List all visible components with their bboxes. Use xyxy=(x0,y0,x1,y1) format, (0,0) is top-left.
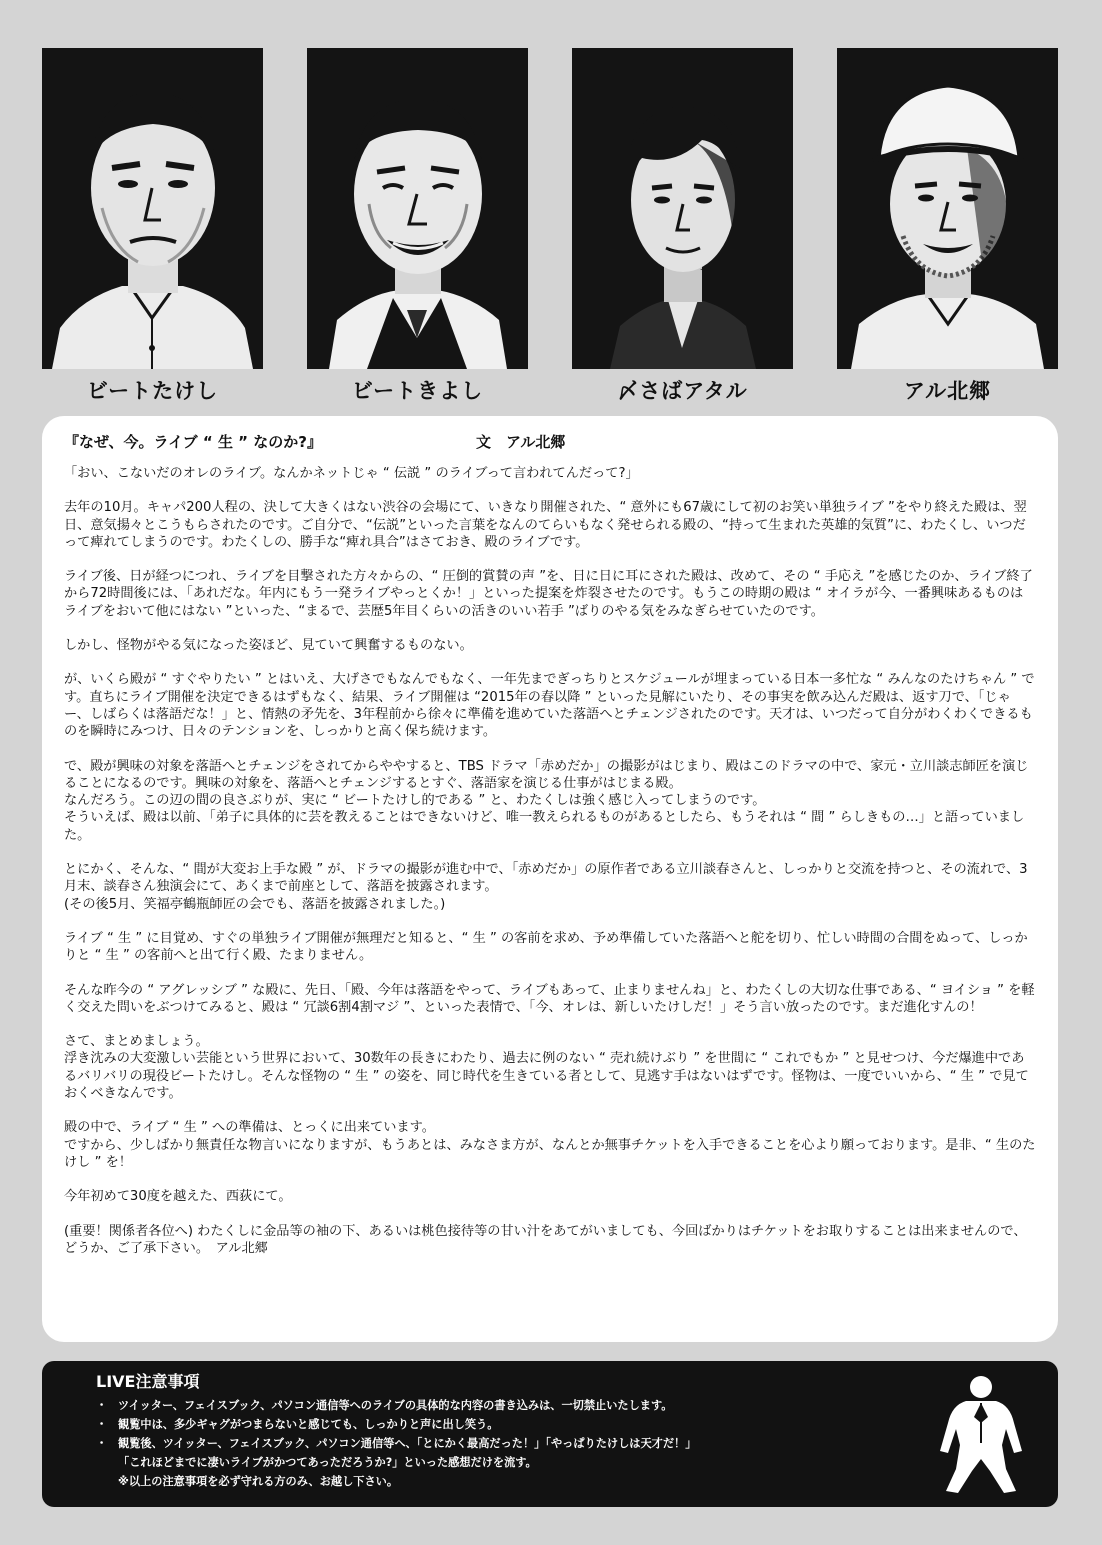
portrait-woodcut-icon xyxy=(572,48,793,369)
notice-item-text: 観覧後、ツイッター、フェイスブック、パソコン通信等へ、「とにかく最高だった！」「やっぱりたけしは天才だ！」 xyxy=(118,1437,697,1450)
portrait-name: ビートきよし xyxy=(351,379,484,403)
portrait-name: 〆さばアタル xyxy=(617,379,748,403)
article-paragraph: 去年の10月。キャパ200人程の、決して大きくはない渋谷の会場にて、いきなり開催された、“ 意外にも67歳にして初のお笑い単独ライブ ”をやり終えた殿は、翌日、意気揚々とこうもらされたのです。ご自分で、“伝説”といった言葉をなんのてらいもなく発せられる殿の、“持って生まれた英雄的気質”に、わたくし、いつだって痺れてしまうのです。わたくしの、勝手な“痺れ具合”はさておき、殿のライブです。 xyxy=(64,500,1027,550)
notice-item xyxy=(96,1396,1058,1415)
notice-item-text: 観覧中は、多少ギャグがつまらないと感じても、しっかりと声に出し笑う。 xyxy=(118,1418,499,1431)
bullet-icon: ・ xyxy=(96,1399,108,1412)
bullet-icon: ・ xyxy=(96,1418,108,1431)
notice-item xyxy=(96,1434,1058,1453)
article-paragraph: で、殿が興味の対象を落語へとチェンジをされてからややすると、TBS ドラマ「赤めだか」の撮影がはじまり、殿はこのドラマの中で、家元・立川談志師匠を演じることになるのです。興味の対象を、落語へとチェンジするとすぐ、落語家を演じる仕事がはじまる殿。 なんだろう。この辺の間の良さぶりが、実に “ ビートたけし的である ” と、わたくしは強く感じ入ってしまうのです。 そういえば、殿は以前、「弟子に具体的に芸を教えることはできないけど、唯一教えられるものがあるとしたら、もうそれは “ 間 ” らしきもの…」と語っていました。 xyxy=(64,758,1029,843)
notice-footnote: ※以上の注意事項を必ず守れる方のみ、お越し下さい。 xyxy=(118,1475,399,1488)
article-paragraph: 今年初めて30度を越えた、西荻にて。 xyxy=(64,1189,292,1205)
portrait-name: アル北郷 xyxy=(903,379,992,403)
article-title: 『なぜ、今。ライブ “ 生 ” なのか?』 xyxy=(64,433,322,451)
portrait-woodcut-icon xyxy=(307,48,528,369)
bullet-icon: ・ xyxy=(96,1437,108,1450)
live-notice-box xyxy=(42,1361,1058,1507)
article-paragraph: 殿の中で、ライブ “ 生 ” への準備は、とっくに出来ています。 ですから、少しばかり無責任な物言いになりますが、もうあとは、みなさま方が、なんとか無事チケットを入手できることを心より願っております。是非、“ 生のたけし ” を！ xyxy=(64,1120,1036,1170)
comedian-silhouette-icon xyxy=(926,1373,1036,1497)
portrait-beat-kiyoshi xyxy=(307,48,528,369)
portrait-woodcut-icon xyxy=(837,48,1058,369)
notice-title: LIVE注意事項 xyxy=(96,1372,200,1391)
article-card xyxy=(42,416,1058,1342)
portrait-shimesaba-ataru xyxy=(572,48,793,369)
article-paragraph: ライブ後、日が経つにつれ、ライブを目撃された方々からの、“ 圧倒的賞賛の声 ”を、日に日に耳にされた殿は、改めて、その “ 手応え ”を感じたのか、ライブ終了から72時間後には、「あれだな。年内にもう一発ライブやっとくか！」といった提案を炸裂させたのです。もうこの時期の殿は “ オイラが今、一番興味あるものはライブをおいて他にはない ”といった、“まるで、芸歴5年目くらいの活きのいい若手 ”ばりのやる気をみなぎらせていたのです。 xyxy=(64,569,1033,619)
notice-list xyxy=(96,1396,1058,1491)
article-body xyxy=(64,465,1036,1257)
article-paragraph: そんな昨今の “ アグレッシブ ” な殿に、先日、「殿、今年は落語をやって、ライブもあって、止まりませんね」と、わたくしの大切な仕事である、“ ヨイショ ” を軽く交えた問いをぶつけてみると、殿は “ 冗談6割4割マジ ”、といった表情で、「今、オレは、新しいたけしだ！」そう言い放ったのです。まだ進化すんの！ xyxy=(64,982,1035,1015)
article-paragraph: ライブ “ 生 ” に目覚め、すぐの単独ライブ開催が無理だと知ると、“ 生 ” の客前を求め、予め準備していた落語へと舵を切り、忙しい時間の合間をぬって、しっかりと “ 生 ” の客前へと出て行く殿、たまりません。 xyxy=(64,930,1028,964)
notice-item-text: ツイッター、フェイスブック、パソコン通信等へのライブの具体的な内容の書き込みは、一切禁止いたします。 xyxy=(118,1399,673,1412)
notice-item-continuation: 「これほどまでに凄いライブがかつてあっただろうか?」といった感想だけを流す。 xyxy=(118,1456,537,1469)
notice-item xyxy=(96,1415,1058,1434)
article-paragraph: とにかく、そんな、“ 間が大変お上手な殿 ” が、ドラマの撮影が進む中で、「赤めだか」の原作者である立川談春さんと、しっかりと交流を持つと、その流れで、3月末、談春さん独演会にて、あくまで前座として、落語を披露されます。 (その後5月、笑福亭鶴瓶師匠の会でも、落語を披露されました。) xyxy=(64,862,1028,912)
article-byline: 文 アル北郷 xyxy=(476,433,566,451)
article-paragraph: さて、まとめましょう。 浮き沈みの大変激しい芸能という世界において、30数年の長きにわたり、過去に例のない “ 売れ続けぶり ” を世間に “ これでもか ” と見せつけ、今だ爆進中であるバリバリの現役ビートたけし。そんな怪物の “ 生 ” の姿を、同じ時代を生きている者として、見逃す手はないはずです。怪物は、一度でいいから、“ 生 ” で見ておくべきなんです。 xyxy=(64,1034,1029,1102)
article-paragraph: が、いくら殿が “ すぐやりたい ” とはいえ、大げさでもなんでもなく、一年先までぎっちりとスケジュールが埋まっている日本一多忙な “ みんなのたけちゃん ” です。直ちにライブ開催を決定できるはずもなく、結果、ライブ開催は “2015年の春以降 ” といった見解にいたり、その事実を飲み込んだ殿は、返す刀で、「じゃー、しばらくは落語だな！」と、情熱の矛先を、3年程前から徐々に準備を進めていた落語へとチェンジされたのです。天才は、いつだって自分がわくわくできるものを瞬時にみつけ、日々のテンションを、しっかりと高く保ち続けます。 xyxy=(64,672,1035,740)
article-paragraph: 「おい、こないだのオレのライブ。なんかネットじゃ “ 伝説 ” のライブって言われてんだって?」 xyxy=(64,466,639,481)
portrait-row xyxy=(0,0,1102,410)
article-paragraph: しかし、怪物がやる気になった姿ほど、見ていて興奮するものない。 xyxy=(64,638,473,654)
article-paragraph: (重要！関係者各位へ) わたくしに金品等の袖の下、あるいは桃色接待等の甘い汁をあてがいましても、今回ばかりはチケットをお取りすることは出来ませんので、どうか、ご了承下さい。 アル北郷 xyxy=(64,1223,1027,1256)
portrait-beat-takeshi xyxy=(42,48,263,369)
portrait-name: ビートたけし xyxy=(86,379,219,403)
portrait-woodcut-icon xyxy=(42,48,263,369)
portrait-aru-kitago xyxy=(837,48,1058,369)
article-heading xyxy=(64,432,1036,453)
